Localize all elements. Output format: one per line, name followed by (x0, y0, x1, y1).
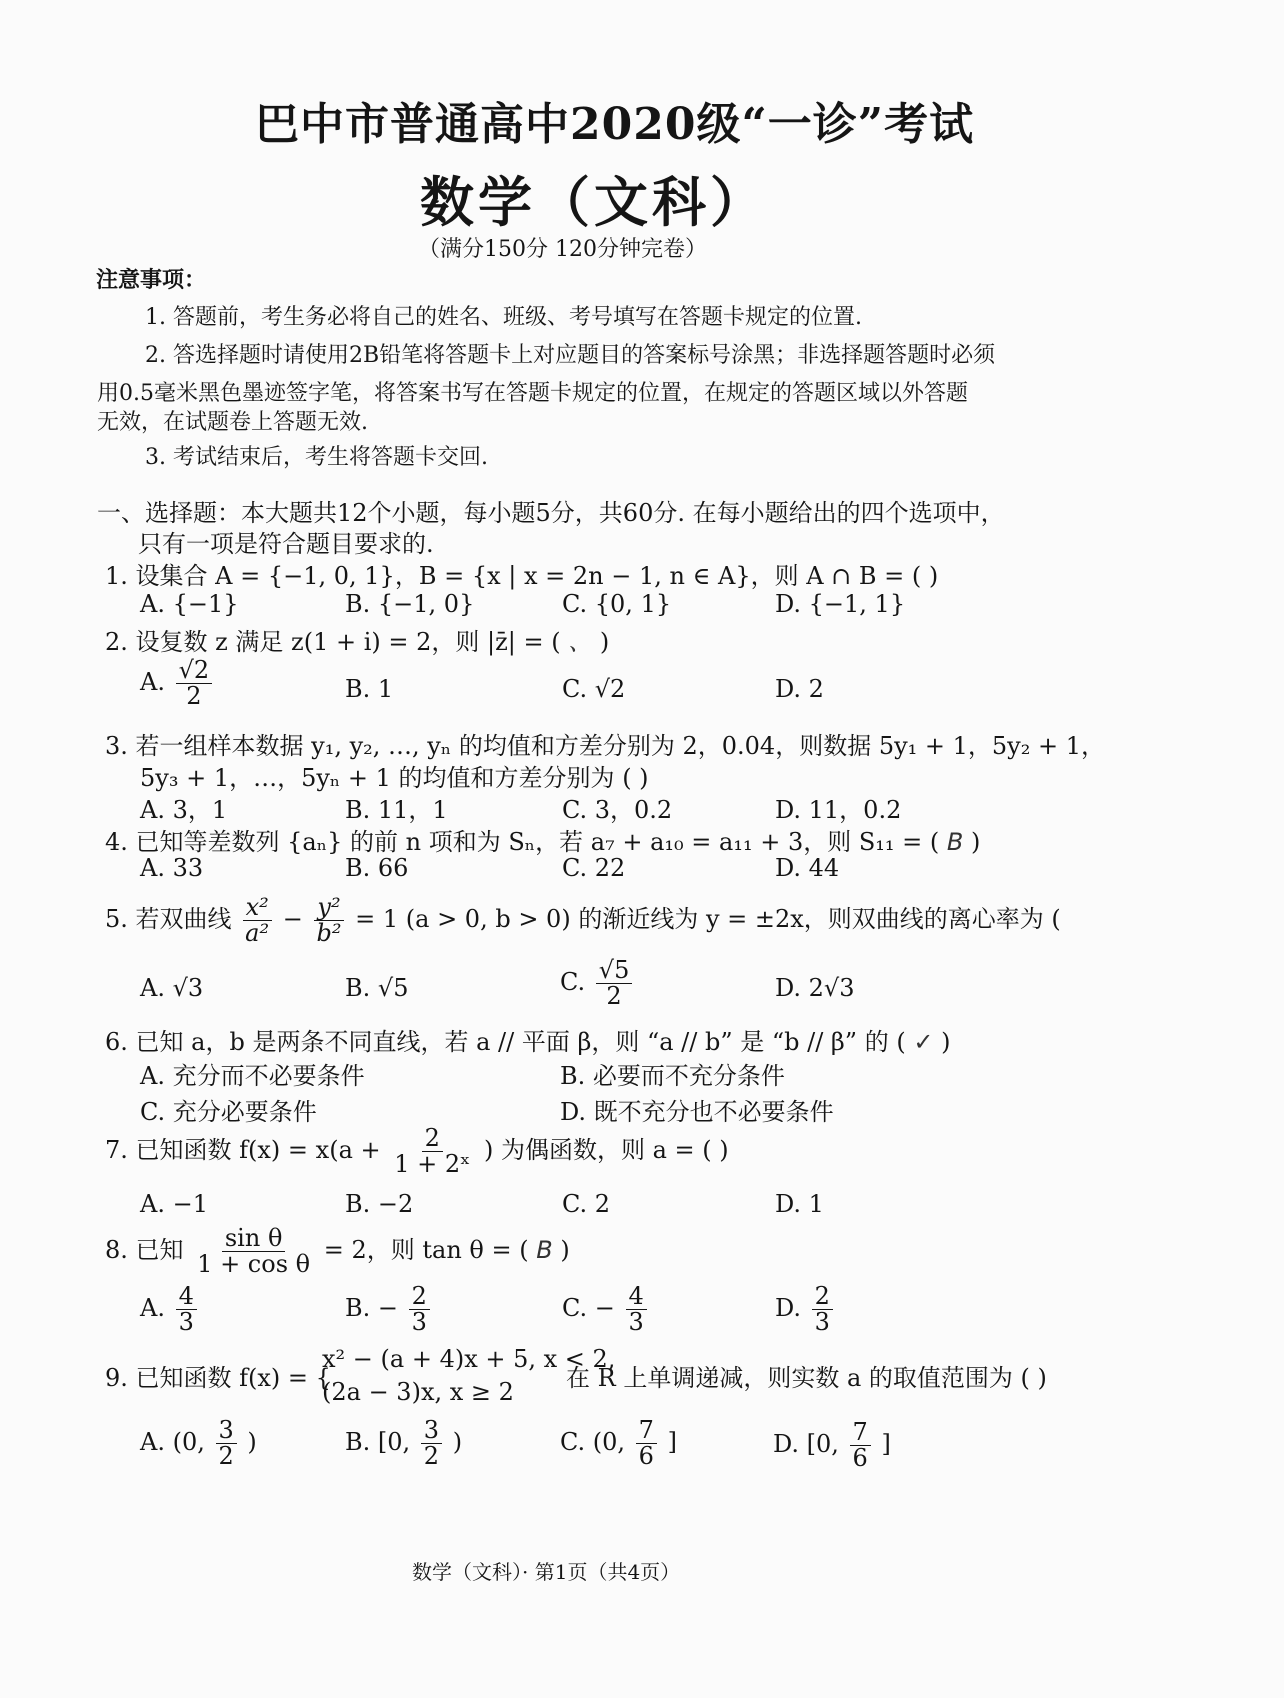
question-3-stem-line-2: 5y₃ + 1，…，5yₙ + 1 的均值和方差分别为 ( ) (140, 764, 649, 792)
question-8-option-b-fraction (409, 1284, 430, 1335)
question-9-option-d-close: ] (881, 1430, 891, 1459)
question-5-stem-suffix: = 1 (a > 0, b > 0) 的渐近线为 y = ±2x，则双曲线的离心率为 ( (355, 905, 1061, 934)
question-7-stem-suffix: ) 为偶函数，则 a = ( ) (483, 1136, 729, 1165)
question-8-stem-prefix: 8. 已知 (105, 1236, 184, 1265)
fraction-numerator: 2 (409, 1284, 430, 1310)
question-4-option-d: D. 44 (775, 854, 840, 882)
question-4-handwritten-answer: B (946, 828, 964, 856)
fraction-denominator: 2 (186, 682, 202, 711)
question-3-option-a: A. 3，1 (140, 796, 228, 824)
question-5-y-fraction (314, 895, 345, 946)
exam-meta: （满分150分 120分钟完卷） (418, 237, 707, 262)
question-5-stem-prefix: 5. 若双曲线 (105, 905, 232, 934)
fraction-denominator: 6 (638, 1442, 654, 1471)
question-2-option-b: B. 1 (345, 675, 394, 703)
question-6-stem (105, 1022, 950, 1057)
fraction-denominator: 3 (814, 1308, 830, 1337)
question-7-fraction (391, 1126, 473, 1177)
question-3-option-c: C. 3，0.2 (562, 796, 673, 824)
question-9-option-c-fraction (636, 1418, 657, 1469)
fraction-numerator: 4 (626, 1284, 647, 1310)
question-9-option-d-label: D. [0, (773, 1430, 839, 1459)
question-5-option-b: B. √5 (345, 974, 409, 1002)
question-8-fraction (194, 1226, 313, 1277)
question-1-option-d: D. {−1, 1} (775, 590, 906, 618)
question-7-option-a: A. −1 (140, 1190, 208, 1218)
notice-item-2-line-1: 2. 答选择题时请使用2B铅笔将答题卡上对应题目的答案标号涂黑；非选择题答题时必须 (145, 343, 996, 368)
question-8-option-c-label: C. − (562, 1294, 615, 1323)
fraction-numerator: y² (314, 895, 343, 921)
question-2-option-a-label: A. (140, 668, 165, 697)
subject-title: 数学（文科） (420, 170, 768, 234)
question-2-handwritten-mark: 、 (568, 628, 593, 656)
question-6-stem-close: ) (941, 1028, 951, 1056)
question-5-x-fraction (242, 895, 272, 946)
question-9-option-b-close: ) (452, 1428, 463, 1457)
question-8-option-a-label: A. (140, 1294, 165, 1323)
question-9-option-b (345, 1418, 462, 1469)
question-1-option-c: C. {0, 1} (562, 590, 672, 618)
fraction-denominator: a² (245, 919, 270, 948)
question-8-stem-middle: = 2，则 tan θ = ( (323, 1236, 529, 1265)
question-7-stem-prefix: 7. 已知函数 f(x) = x(a + (105, 1136, 381, 1165)
question-8-option-c-fraction (626, 1284, 647, 1335)
question-8-handwritten-answer: B (536, 1236, 553, 1265)
question-4-stem-close: ) (971, 828, 981, 856)
question-9-option-d-fraction (850, 1420, 871, 1471)
question-9-option-b-label: B. [0, (345, 1428, 411, 1457)
fraction-numerator: sin θ (222, 1226, 286, 1252)
fraction-denominator: 3 (411, 1308, 427, 1337)
question-8-option-a (140, 1284, 200, 1335)
question-2-stem-text: 2. 设复数 z 满足 z(1 + i) = 2，则 |z̄| = ( (105, 628, 561, 656)
question-8-option-d (775, 1284, 836, 1335)
fraction-denominator: 1 + cos θ (197, 1250, 311, 1279)
question-8-option-c (562, 1284, 650, 1335)
question-5-minus: − (282, 905, 303, 934)
question-8-option-a-fraction (176, 1284, 197, 1335)
question-7-option-b: B. −2 (345, 1190, 414, 1218)
question-3-stem-line-1: 3. 若一组样本数据 y₁, y₂, …, yₙ 的均值和方差分别为 2，0.04，则数据 5y₁ + 1，5y₂ + 1， (105, 732, 1105, 760)
fraction-denominator: b² (316, 919, 342, 948)
question-9-option-c-close: ] (667, 1428, 677, 1457)
fraction-denominator: 2 (218, 1442, 234, 1471)
question-9-piecewise-case-2: (2a − 3)x, x ≥ 2 (322, 1378, 514, 1406)
notice-heading: 注意事项： (96, 267, 207, 293)
question-7-option-d: D. 1 (775, 1190, 824, 1218)
question-2-stem (105, 622, 609, 657)
question-8-option-b-label: B. − (345, 1294, 399, 1323)
question-6-option-a: A. 充分而不必要条件 (140, 1062, 365, 1090)
question-3-option-b: B. 11，1 (345, 796, 448, 824)
exam-title: 巴中市普通高中2020级“一诊”考试 (255, 99, 975, 150)
question-9-option-b-fraction (421, 1418, 442, 1469)
question-9-option-a-fraction (216, 1418, 237, 1469)
question-5-option-c-label: C. (560, 968, 586, 997)
question-5-option-d: D. 2√3 (775, 974, 855, 1002)
question-3-option-d: D. 11，0.2 (775, 796, 902, 824)
question-9-option-a-close: ) (247, 1428, 257, 1457)
fraction-denominator: 2 (606, 982, 622, 1011)
question-9-piecewise-case-1: x² − (a + 4)x + 5, x < 2, (322, 1345, 616, 1373)
fraction-numerator: √5 (596, 958, 633, 984)
question-4-stem (105, 822, 980, 857)
section-1-heading-line-2: 只有一项是符合题目要求的. (138, 530, 434, 558)
question-5-stem (105, 895, 1061, 946)
question-6-stem-text: 6. 已知 a，b 是两条不同直线，若 a // 平面 β，则 “a // b” 是 “b // β” 的 ( (105, 1028, 906, 1056)
fraction-numerator: 2 (422, 1126, 443, 1152)
question-8-option-d-fraction (812, 1284, 833, 1335)
question-5-option-c-fraction (596, 958, 633, 1009)
question-1-stem: 1. 设集合 A = {−1, 0, 1}，B = {x | x = 2n − 1, n ∈ A}，则 A ∩ B = ( ) (105, 562, 939, 590)
notice-item-1: 1. 答题前，考生务必将自己的姓名、班级、考号填写在答题卡规定的位置. (145, 305, 862, 330)
question-5-option-c (560, 958, 635, 1009)
question-9-stem-prefix: 9. 已知函数 f(x) = { (105, 1364, 331, 1392)
question-2-option-a (140, 658, 215, 709)
question-4-option-c: C. 22 (562, 854, 626, 882)
question-9-option-a-label: A. (0, (140, 1428, 205, 1457)
question-7-option-c: C. 2 (562, 1190, 611, 1218)
fraction-denominator: 1 + 2ˣ (394, 1150, 471, 1179)
question-9-option-c-label: C. (0, (560, 1428, 626, 1457)
question-8-stem (105, 1226, 570, 1277)
question-4-option-a: A. 33 (140, 854, 204, 882)
page-footer: 数学（文科）· 第1页（共4页） (412, 1560, 681, 1584)
fraction-numerator: 4 (176, 1284, 197, 1310)
question-2-option-c: C. √2 (562, 675, 626, 703)
fraction-numerator: 3 (421, 1418, 442, 1444)
question-8-option-d-label: D. (775, 1294, 802, 1323)
question-6-handwritten-mark: ✓ (913, 1028, 934, 1056)
fraction-numerator: 7 (850, 1420, 871, 1446)
question-4-option-b: B. 66 (345, 854, 409, 882)
question-9-option-d (773, 1420, 891, 1471)
question-9-stem-suffix: 在 R 上单调递减，则实数 a 的取值范围为 ( ) (566, 1364, 1047, 1392)
question-1-option-a: A. {−1} (140, 590, 239, 618)
fraction-denominator: 3 (178, 1308, 194, 1337)
question-6-option-d: D. 既不充分也不必要条件 (560, 1098, 834, 1126)
question-8-option-b (345, 1284, 433, 1335)
question-9-option-c (560, 1418, 677, 1469)
question-7-stem (105, 1126, 729, 1177)
question-2-option-a-fraction (176, 658, 213, 709)
fraction-numerator: 2 (812, 1284, 833, 1310)
question-2-option-d: D. 2 (775, 675, 824, 703)
fraction-numerator: 3 (216, 1418, 237, 1444)
question-9-option-a (140, 1418, 257, 1469)
notice-item-2-line-2: 用0.5毫米黑色墨迹签字笔，将答案书写在答题卡规定的位置，在规定的答题区域以外答题 (97, 381, 968, 406)
question-2-stem-close: ) (599, 628, 610, 656)
fraction-numerator: 7 (636, 1418, 657, 1444)
question-4-stem-text: 4. 已知等差数列 {aₙ} 的前 n 项和为 Sₙ，若 a₇ + a₁₀ = a₁₁ + 3，则 S₁₁ = ( (105, 828, 940, 856)
notice-item-3: 3. 考试结束后，考生将答题卡交回. (145, 445, 488, 470)
fraction-denominator: 2 (423, 1442, 440, 1471)
question-6-option-b: B. 必要而不充分条件 (560, 1062, 785, 1090)
question-1-option-b: B. {−1, 0} (345, 590, 475, 618)
fraction-denominator: 6 (852, 1444, 868, 1473)
notice-item-2-line-3: 无效，在试题卷上答题无效. (97, 410, 368, 435)
question-5-option-a: A. √3 (140, 974, 204, 1002)
question-6-option-c: C. 充分必要条件 (140, 1098, 317, 1126)
question-8-stem-close: ) (560, 1236, 570, 1265)
fraction-numerator: √2 (176, 658, 213, 684)
fraction-numerator: x² (243, 895, 272, 921)
fraction-denominator: 3 (628, 1308, 644, 1337)
section-1-heading-line-1: 一、选择题：本大题共12个小题，每小题5分，共60分. 在每小题给出的四个选项中， (97, 499, 1005, 527)
